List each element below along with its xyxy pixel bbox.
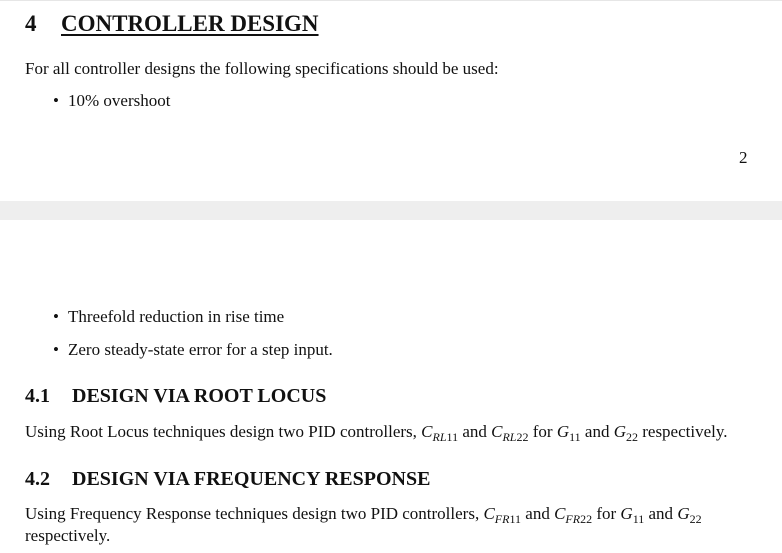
controller-c-rl22: $C_{RL22}$ (491, 422, 529, 444)
section-4-2-title: DESIGN VIA FREQUENCY RESPONSE (72, 468, 431, 490)
section-4-2-paragraph-end: respectively. (25, 526, 111, 545)
paragraph-text: Using Root Locus techniques design two PID controllers, (25, 422, 422, 441)
section-4-title: CONTROLLER DESIGN (61, 11, 319, 36)
section-4-2-paragraph: Using Frequency Response techniques design two PID controllers, $C_{FR11}$ and $C_{FR22}$ for $G_{11}$ and $G_{22}$ (25, 504, 702, 526)
section-4-2-number: 4.2 (25, 468, 50, 490)
controller-c-rl11: $C_{RL11}$ (421, 422, 459, 444)
controller-c-fr22: $C_{FR22}$ (554, 504, 593, 526)
controller-c-fr11: $C_{FR11}$ (483, 504, 522, 526)
section-4-1-paragraph: Using Root Locus techniques design two PID controllers, $C_{RL11}$ and $C_{RL22}$ for $G_{11}$ and $G_{22}$ respectively. (25, 422, 728, 444)
bullet-dot: • (53, 340, 59, 359)
section-4-1-number: 4.1 (25, 385, 50, 407)
plant-g22: $G_{22}$ (613, 422, 638, 444)
bullet-overshoot: 10% overshoot (68, 91, 171, 110)
bullet-rise-time: Threefold reduction in rise time (68, 307, 285, 326)
plant-g22: $G_{22}$ (677, 504, 702, 526)
section-4-intro: For all controller designs the following specifications should be used: (25, 59, 499, 78)
section-4-1-title: DESIGN VIA ROOT LOCUS (72, 385, 327, 407)
section-4-number: 4 (25, 11, 37, 36)
bullet-steady-state: Zero steady-state error for a step input. (68, 340, 333, 359)
page-gap (0, 201, 782, 220)
plant-g11: $G_{11}$ (556, 422, 581, 444)
page-number: 2 (739, 148, 748, 167)
bullet-dot: • (53, 91, 59, 110)
plant-g11: $G_{11}$ (620, 504, 645, 526)
bullet-dot: • (53, 307, 59, 326)
